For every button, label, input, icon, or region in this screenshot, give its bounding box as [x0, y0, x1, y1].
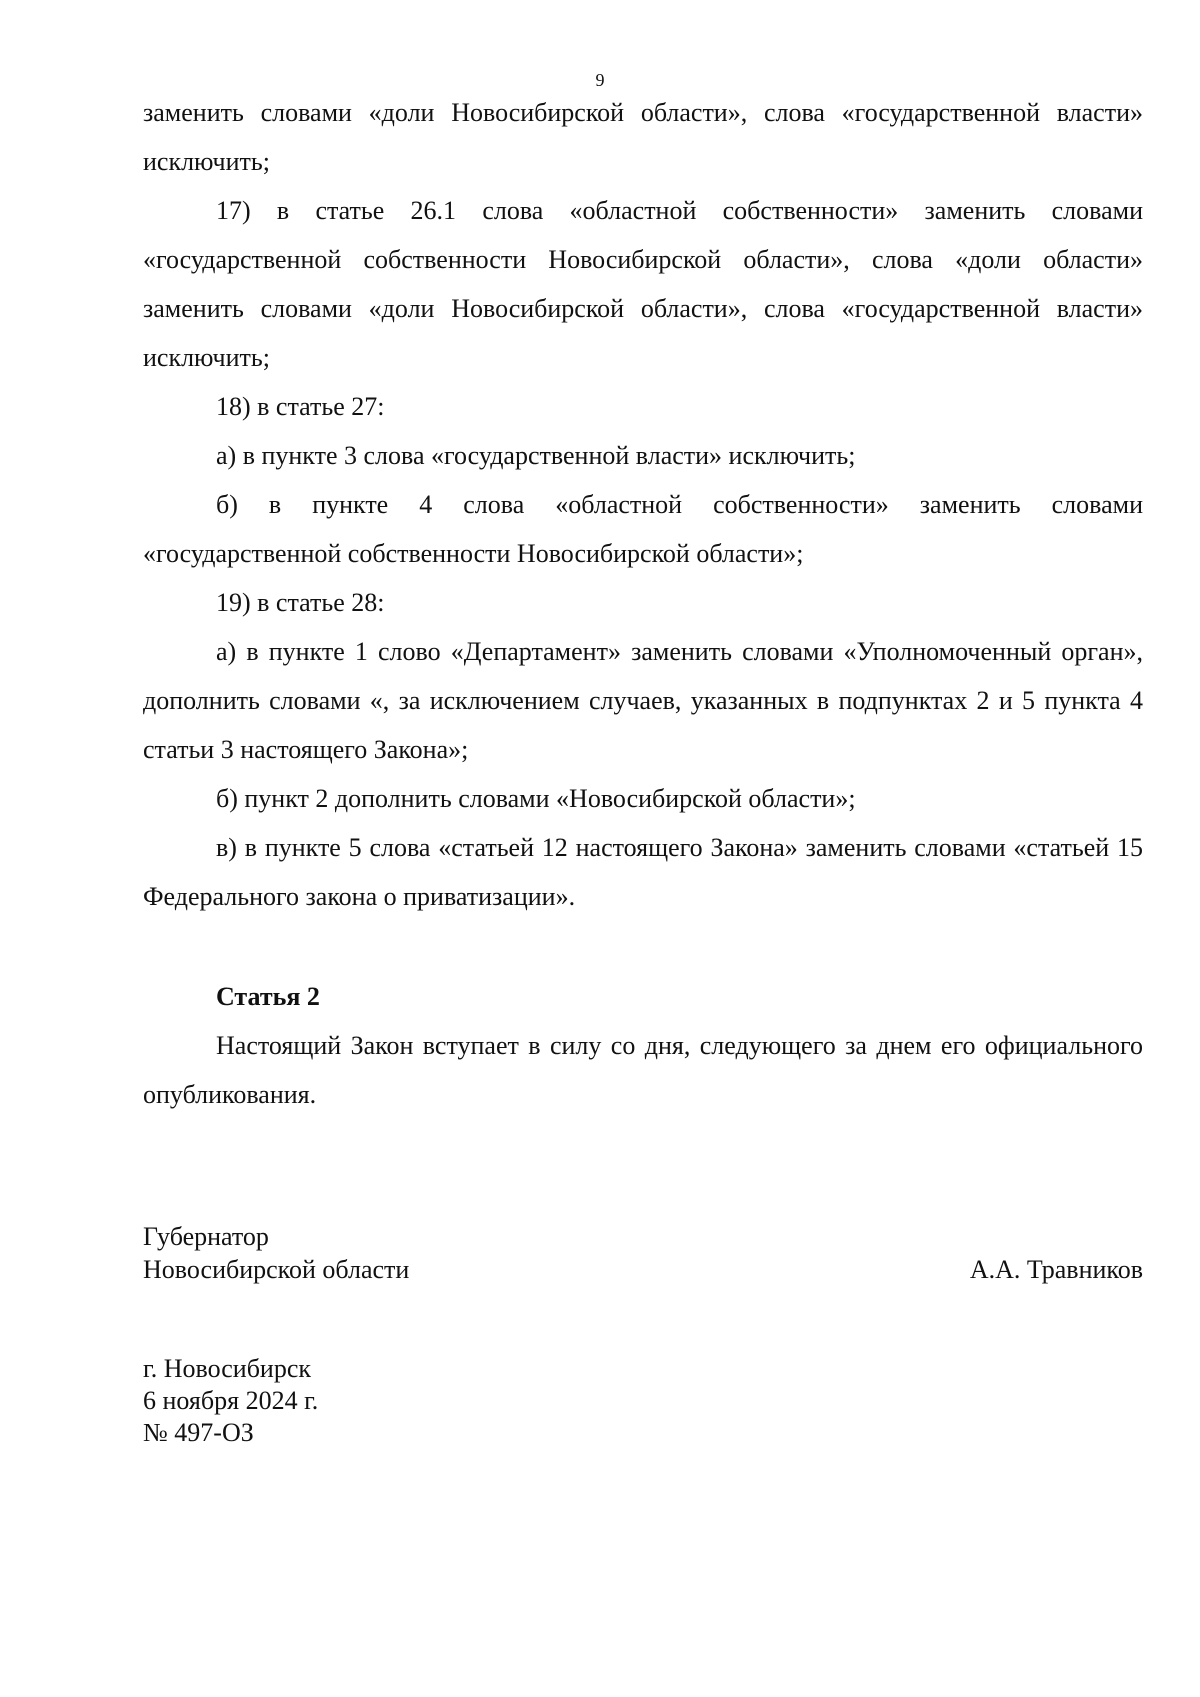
signatory-title-line1: Губернатор	[143, 1222, 269, 1251]
amendments-text	[143, 88, 1143, 921]
document-date: 6 ноября 2024 г.	[143, 1386, 319, 1415]
signature-block	[143, 1220, 1143, 1286]
paragraph: а) в пункте 3 слова «государственной власти» исключить;	[216, 441, 856, 470]
paragraph: 19) в статье 28:	[216, 588, 385, 617]
signatory-name: А.А. Травников	[969, 1255, 1143, 1284]
paragraph: 18) в статье 27:	[216, 392, 385, 421]
article-2-heading: Статья 2	[216, 982, 320, 1011]
paragraph: б) в пункте 4 слова «областной собственности» заменить словами «государственной собственности Новосибирской области»;	[143, 490, 1143, 568]
place-date-block	[143, 1353, 318, 1449]
article-2-text: Настоящий Закон вступает в силу со дня, следующего за днем его официального опубликования.	[143, 1031, 1143, 1109]
paragraph: 17) в статье 26.1 слова «областной собственности» заменить словами «государственной собственности Новосибирской области», слова «доли области» заменить словами «доли Новосибирской области», слова «государственной власти» исключить;	[143, 196, 1143, 372]
paragraph: б) пункт 2 дополнить словами «Новосибирской области»;	[216, 784, 856, 813]
paragraph: в) в пункте 5 слова «статьей 12 настоящего Закона» заменить словами «статьей 15 Федерального закона о приватизации».	[143, 833, 1143, 911]
signatory-title-line2: Новосибирской области	[143, 1255, 410, 1284]
paragraph: заменить словами «доли Новосибирской области», слова «государственной власти» исключить;	[143, 98, 1143, 176]
paragraph: а) в пункте 1 слово «Департамент» заменить словами «Уполномоченный орган», дополнить словами «, за исключением случаев, указанных в подпунктах 2 и 5 пункта 4 статьи 3 настоящего Закона»;	[143, 637, 1143, 764]
signature-line	[143, 1253, 1143, 1286]
page-number: 9	[595, 70, 605, 90]
place-city: г. Новосибирск	[143, 1354, 312, 1383]
document-number: № 497-ОЗ	[143, 1418, 254, 1447]
